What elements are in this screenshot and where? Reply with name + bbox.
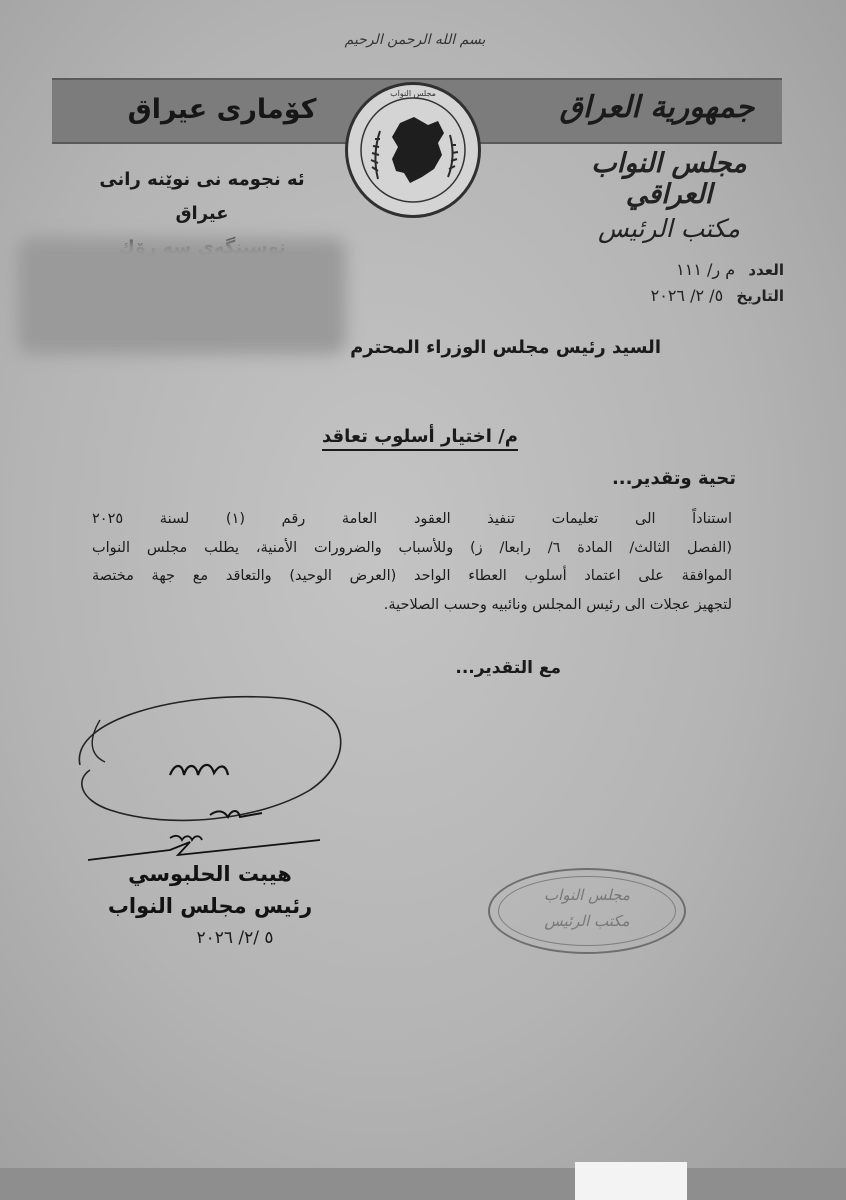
reference-date-row xyxy=(564,286,784,312)
number-label: العدد xyxy=(748,261,784,279)
addressee: السيد رئيس مجلس الوزراء المحترم xyxy=(350,337,661,358)
number-value: م ر/ ١١١ xyxy=(676,260,736,279)
emblem-label: مجلس النواب xyxy=(390,89,436,98)
subject-line xyxy=(300,426,540,447)
iraq-map-icon xyxy=(348,85,478,215)
body-line: استناداً الى تعليمات تنفيذ العقود العامة رقم (١) لسنة ٢٠٢٥ xyxy=(92,511,732,527)
banner-kurdish-title: كۆماری عیراق xyxy=(127,94,317,125)
body-line: (الفصل الثالث/ المادة ٦/ رابعا/ ز) وللأسباب والضرورات الأمنية، يطلب مجلس النواب xyxy=(92,539,732,556)
banner-arabic-title: جمهورية العراق xyxy=(559,90,755,125)
corner-overlay xyxy=(575,1162,687,1200)
council-name-kurdish: ئه نجومه نی نوێنه رانی عیراق xyxy=(99,169,305,224)
reference-block xyxy=(564,260,784,312)
signatory-title: رئيس مجلس النواب xyxy=(107,894,313,918)
handwritten-signature xyxy=(60,680,360,870)
body-line: لتجهيز عجلات الى رئيس المجلس ونائبيه وحسب الصلاحية. xyxy=(383,596,732,613)
stamp-line-2: مكتب الرئيس xyxy=(544,912,630,930)
signatory-name: هيبت الحلبوسي xyxy=(128,862,292,886)
date-value: ٥/ ٢/ ٢٠٢٦ xyxy=(650,286,724,305)
council-name-arabic: مجلس النواب العراقي xyxy=(591,148,747,210)
letter-body xyxy=(92,505,732,619)
subject-text: م/ اختيار أسلوب تعاقد xyxy=(322,426,518,451)
reference-number-row xyxy=(564,260,784,286)
greeting: تحية وتقدير... xyxy=(611,468,736,489)
date-label: التاريخ xyxy=(736,287,784,305)
signature-date: ٥ /٢/ ٢٠٢٦ xyxy=(196,928,274,948)
parliament-emblem-logo xyxy=(345,82,481,218)
header-arabic-block xyxy=(554,148,784,243)
office-name-arabic: مكتب الرئيس xyxy=(598,214,740,243)
page-bottom-shadow xyxy=(0,1168,846,1200)
closing-line: مع التقدير... xyxy=(455,658,561,678)
basmala: بسم الله الرحمن الرحيم xyxy=(344,32,486,48)
stamp-line-1: مجلس النواب xyxy=(544,886,630,904)
body-line: الموافقة على اعتماد أسلوب العطاء الواحد (العرض الوحيد) والتعاقد مع جهة مختصة xyxy=(92,568,732,584)
office-stamp xyxy=(488,868,686,954)
